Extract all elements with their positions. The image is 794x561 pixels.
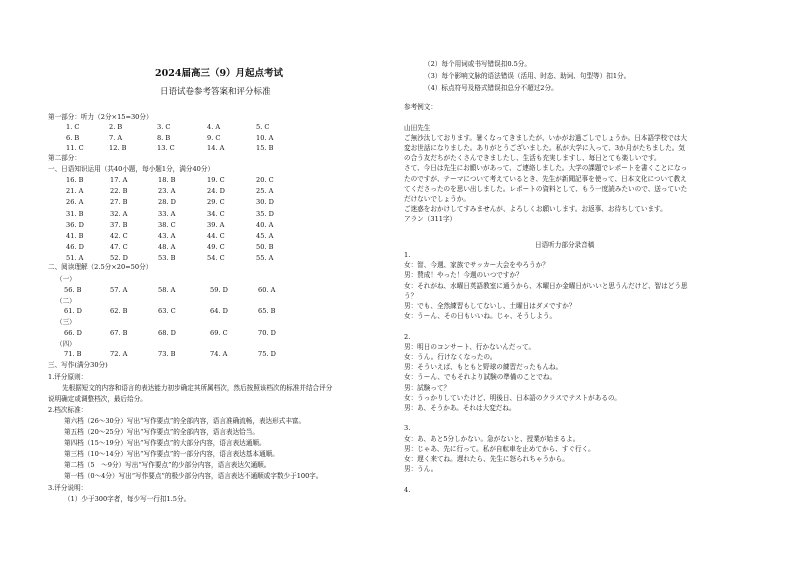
answer-item: 56. B <box>64 285 82 294</box>
answer-item: 5. C <box>256 123 270 131</box>
answer-item: 28. D <box>158 198 176 207</box>
answer-item: 62. B <box>110 307 128 315</box>
answer-item: 68. D <box>158 328 176 337</box>
answer-item: 49. C <box>207 243 225 252</box>
letter-line: 山田先生 <box>404 124 431 132</box>
answer-item: 48. A <box>158 243 176 252</box>
answer-item: 39. A <box>207 220 225 229</box>
answer-item: 58. A <box>158 285 176 294</box>
script-line: 女：うっかりしていたけど、明後日、日本語のクラスでテストがあるの。 <box>404 393 621 402</box>
exam-title: 2024届高三（9）月起点考试 <box>155 68 284 79</box>
script-line: 男：でも、全然練習もしてないし、土曜日はダメですか？ <box>404 302 576 310</box>
answer-item: 43. A <box>158 232 176 240</box>
answer-item: 70. D <box>258 328 276 337</box>
letter-line: ご無沙汰しております。暑くなってきましたが、いかがお過ごしでしょうか。日本語学校では大 <box>404 134 688 143</box>
deduct-line-2: （2）每个用词或书写错误扣0.5分。 <box>424 60 531 68</box>
answer-item: 36. D <box>66 220 84 229</box>
letter-line: さて、今日は先生にお願いがあって、ご連絡しました。大学の課題でレポートを書くことになっ <box>404 164 688 173</box>
reading-group-label: （二） <box>56 296 76 305</box>
script-line: 3. <box>404 424 411 433</box>
example-heading: 参考例文： <box>404 103 437 111</box>
script-line: 1. <box>404 251 411 259</box>
principle-line-2: 说明确定或调整档次，最后给分。 <box>48 395 147 403</box>
part2-heading: 第二部分： <box>48 154 81 162</box>
script-line: 女：うん。行けなくなったの。 <box>404 353 497 361</box>
letter-line: だけないでしょうか。 <box>404 194 470 203</box>
answer-item: 27. B <box>110 198 128 207</box>
answer-item: 34. C <box>207 209 225 218</box>
grade-5: 第五档（20～25分）写出“写作要点”的全部内容，语言表达恰当。 <box>64 428 259 436</box>
answer-item: 8. B <box>157 133 171 142</box>
answer-item: 26. A <box>66 198 84 207</box>
script-line: 男：賛成！やった！今週のいつですか？ <box>404 271 523 280</box>
answer-item: 52. D <box>110 254 128 263</box>
answer-item: 23. A <box>158 187 176 196</box>
writing-heading: 三、写作(满分30分) <box>48 361 108 369</box>
answer-item: 15. B <box>256 144 274 152</box>
answer-item: 59. D <box>210 285 228 294</box>
answer-item: 33. A <box>158 209 176 218</box>
answer-item: 29. C <box>207 198 225 207</box>
answer-item: 55. A <box>256 254 274 263</box>
letter-line: ご迷惑をおかけしてすみませんが、よろしくお願いします。お返事、お待ちしています。 <box>404 204 667 213</box>
answer-item: 53. B <box>158 254 176 263</box>
exam-subtitle: 日语试卷参考答案和评分标准 <box>160 87 271 97</box>
grade-1: 第一档（0～4分）写出“写作要点”的极少部分内容，语言表达不通顺或字数少于100字。 <box>64 472 323 480</box>
script-line: 男：うん。 <box>404 465 438 474</box>
answer-item: 60. A <box>258 285 276 294</box>
script-line: 男：試験って？ <box>404 383 451 392</box>
deduct-heading: 3.评分说明： <box>48 484 88 492</box>
grades-heading: 2.档次标准： <box>48 406 88 414</box>
answer-item: 61. D <box>64 307 82 315</box>
answer-item: 72. A <box>110 350 128 358</box>
letter-line: アラン（311字） <box>404 214 457 223</box>
answer-item: 71. B <box>64 350 82 358</box>
answer-item: 16. B <box>66 176 84 184</box>
letter-line: の合う友だちがたくさんできましたし、生活も充実しますし、毎日とても楽しいです。 <box>404 154 661 163</box>
answer-item: 10. A <box>256 133 274 142</box>
reading-group-label: （四） <box>56 339 76 348</box>
answer-item: 42. C <box>110 232 128 240</box>
answer-item: 11. C <box>66 144 84 152</box>
answer-item: 19. C <box>207 176 225 184</box>
answer-item: 40. A <box>256 220 274 229</box>
script-line: 男：あ、そうかあ。それは大変だね。 <box>404 404 516 412</box>
answer-item: 57. A <box>110 285 128 294</box>
grade-6: 第六档（26～30分）写出“写作要点”的全部内容，语言准确流畅，表达形式丰富。 <box>64 417 306 425</box>
answer-item: 3. C <box>157 123 171 131</box>
deduct-line-4: （4）标点符号及格式错误扣总分不超过2分。 <box>424 84 558 92</box>
script-line: 男：そういえば、もともと野球の練習だったもんね。 <box>404 363 563 372</box>
answer-item: 35. D <box>256 209 274 218</box>
grade-2: 第二档（5 ～9分）写出“写作要点”的少部分内容，语言表达欠通顺。 <box>64 461 271 469</box>
answer-item: 66. D <box>64 328 82 337</box>
answer-item: 65. B <box>258 307 276 315</box>
reading-group-label: （一） <box>56 275 76 283</box>
answer-item: 46. D <box>66 243 84 252</box>
answer-item: 20. C <box>256 176 274 184</box>
answer-item: 1. C <box>66 123 80 131</box>
answer-item: 18. B <box>158 176 176 184</box>
letter-line: てくださったのを思い出しました。レポートの資料として、もう一度読みたいので、送っていた <box>404 184 688 193</box>
reading-heading: 二、阅读理解（2.5分×20=50分） <box>48 263 153 271</box>
answer-item: 51. A <box>66 254 84 263</box>
answer-item: 24. D <box>207 187 225 196</box>
grade-4: 第四档（15～19分）写出“写作要点”的大部分内容，语言表达通顺。 <box>64 439 266 447</box>
knowledge-heading: 一、日语知识运用（共40小题，每小题1分，满分40分） <box>48 165 215 173</box>
principle-line-1: 先根据短文的内容和语言的表达能力初步确定其所属档次，然后按照该档次的标准并结合评分 <box>62 384 333 392</box>
answer-item: 13. C <box>157 144 175 152</box>
answer-item: 50. B <box>256 243 274 252</box>
answer-item: 25. A <box>256 187 274 196</box>
script-line: 2. <box>404 332 411 341</box>
deduct-line-3: （3）每个影响文脉的语法错误（活用、时态、助词、句型等）扣1分。 <box>424 72 631 80</box>
answer-item: 64. D <box>210 307 228 315</box>
answer-item: 22. B <box>110 187 128 196</box>
answer-item: 38. C <box>158 220 176 229</box>
answer-item: 63. C <box>158 307 176 315</box>
script-line: 女：智、今週、家族でサッカー大会をやろうか？ <box>404 261 549 270</box>
reading-group-label: （三） <box>56 318 76 326</box>
answer-item: 4. A <box>207 123 221 131</box>
answer-item: 41. B <box>66 232 84 240</box>
answer-item: 31. B <box>66 209 84 218</box>
script-line: 女：うーん、その日もいいね。じゃ、そうしよう。 <box>404 312 557 321</box>
part1-heading: 第一部分：听力（2分×15=30分） <box>48 113 153 121</box>
answer-item: 30. D <box>256 198 274 207</box>
script-line: 男：じゃあ、先に行って。私が自転車を止めてから、すぐ行く。 <box>404 444 595 453</box>
answer-item: 37. B <box>110 220 128 229</box>
answer-item: 74. A <box>210 350 228 358</box>
answer-item: 9. C <box>207 133 221 142</box>
deduct-line-1: （1）少于300字者，每少写一行扣1.5分。 <box>64 495 191 503</box>
answer-item: 75. D <box>258 350 276 358</box>
answer-item: 73. B <box>158 350 176 358</box>
script-line: 女：それがね、水曜日英語教室に通うから、木曜日か金曜日がいいと思うんだけど、智はどう思 <box>404 281 688 290</box>
answer-item: 69. C <box>210 328 228 337</box>
answer-item: 17. A <box>110 176 128 184</box>
letter-line: たのですが、テーマについて考えているとき、先生が新聞記事を使って、日本文化について教え <box>404 174 687 183</box>
script-title: 日语听力部分录音稿 <box>535 241 595 249</box>
script-line: 男：明日のコンサート、行かないんだって。 <box>404 342 536 351</box>
answer-item: 6. B <box>66 133 80 142</box>
script-line: 女：うーん、でもそれより試験の準備のことでね。 <box>404 373 557 382</box>
answer-item: 7. A <box>109 133 123 142</box>
answer-item: 44. C <box>207 232 225 240</box>
answer-item: 32. A <box>110 209 128 218</box>
script-line: 女：遅く来てね。遅れたら、先生に怒られちゃうから。 <box>404 455 569 463</box>
principle-heading: 1.评分原则： <box>48 373 88 381</box>
letter-line: 変お世話になりました。ありがとうございました。私が大学に入って、3か月がたちました。気 <box>404 144 685 153</box>
script-line: 女：あ、あと5分しかない。急がないと、授業が始まるよ。 <box>404 434 580 443</box>
answer-item: 2. B <box>109 123 123 131</box>
answer-item: 67. B <box>110 328 128 337</box>
answer-item: 14. A <box>207 144 225 152</box>
answer-item: 54. C <box>207 254 225 263</box>
answer-item: 21. A <box>66 187 84 196</box>
answer-item: 45. A <box>256 232 274 240</box>
script-line: 4. <box>404 485 411 494</box>
script-line: う？ <box>404 291 418 300</box>
grade-3: 第三档（10～14分）写出“写作要点”的一部分内容，语言表达基本通顺。 <box>64 450 279 458</box>
answer-item: 12. B <box>109 144 127 152</box>
answer-item: 47. C <box>110 243 128 252</box>
